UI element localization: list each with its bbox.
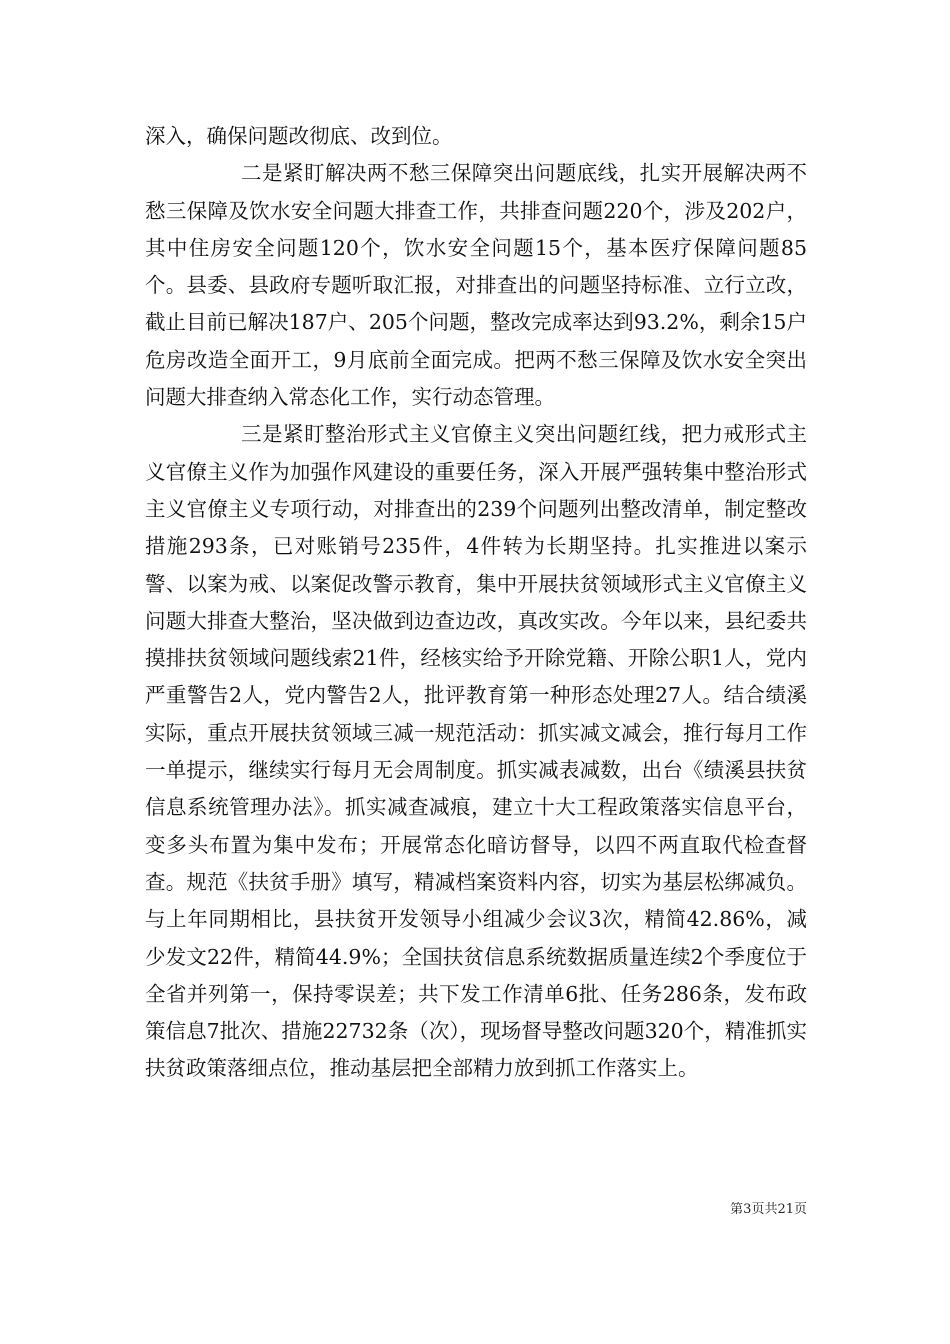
paragraph-formalism: 三是紧盯整治形式主义官僚主义突出问题红线，把力戒形式主义官僚主义作为加强作风建设的重要任务，深入开展严强转集中整治形式主义官僚主义专项行动，对排查出的239个问题列出整改清单，制定整改措施293条，已对账销号235件，4件转为长期坚持。扎实推进以案示警、以案为戒、以案促改警示教育，集中开展扶贫领域形式主义官僚主义问题大排查大整治，坚决做到边查边改，真改实改。今年以来，县纪委共摸排扶贫领域问题线索21件，经核实给予开除党籍、开除公职1人，党内严重警告2人，党内警告2人，批评教育第一种形态处理27人。结合绩溪实际，重点开展扶贫领域三减一规范活动：抓实减文减会，推行每月工作一单提示，继续实行每月无会周制度。抓实减表减数，出台《绩溪县扶贫信息系统管理办法》。抓实减查减痕，建立十大工程政策落实信息平台，变多头布置为集中发布；开展常态化暗访督导，以四不两直取代检查督查。规范《扶贫手册》填写，精减档案资料内容，切实为基层松绑减负。与上年同期相比，县扶贫开发领导小组减少会议3次，精简42.86%，减少发文22件，精简44.9%；全国扶贫信息系统数据质量连续2个季度位于全省并列第一，保持零误差；共下发工作清单6批、任务286条，发布政策信息7批次、措施22732条（次），现场督导整改问题320个，精准抓实扶贫政策落细点位，推动基层把全部精力放到抓工作落实上。	[145, 422, 807, 1081]
paragraph-continuation: 深入，确保问题改彻底、改到位。	[145, 124, 453, 148]
paragraph-two-worries: 二是紧盯解决两不愁三保障突出问题底线，扎实开展解决两不愁三保障及饮水安全问题大排查工作，共排查问题220个，涉及202户，其中住房安全问题120个，饮水安全问题15个，基本医疗保障问题85个。县委、县政府专题听取汇报，对排查出的问题坚持标准、立行立改，截止目前已解决187户、205个问题，整改完成率达到93.2%，剩余15户危房改造全面开工，9月底前全面完成。把两不愁三保障及饮水安全突出问题大排查纳入常态化工作，实行动态管理。	[145, 161, 807, 410]
body-text	[145, 118, 807, 1088]
page-footer: 第3页共21页	[730, 1202, 807, 1217]
